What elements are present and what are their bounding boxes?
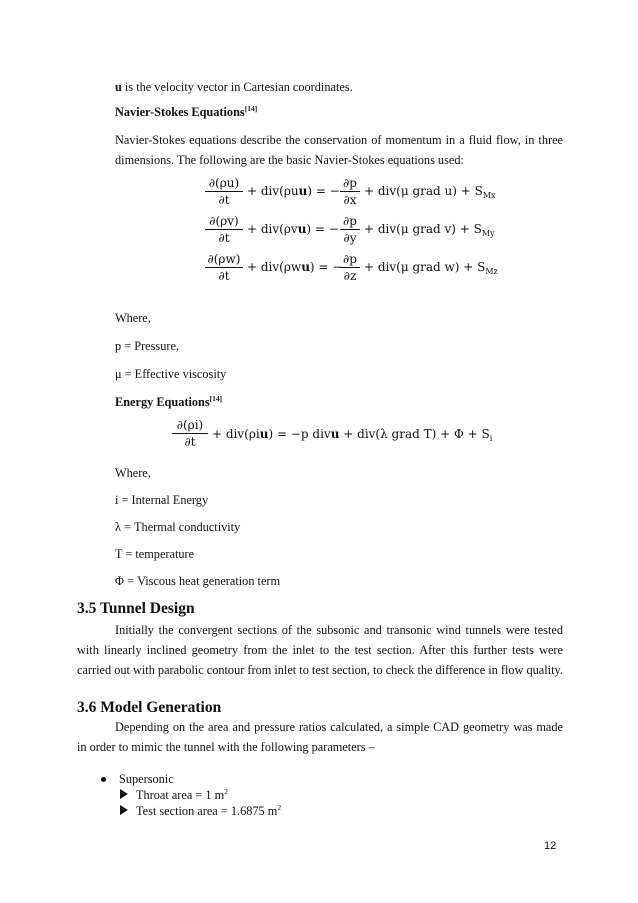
momentum-equation	[205, 176, 495, 212]
energy-eq-denominator: ∂t	[184, 435, 196, 449]
section-3-5-title: 3.5 Tunnel Design	[77, 600, 195, 617]
eq-p-numerator: ∂p	[343, 214, 357, 228]
eq-denominator: ∂t	[218, 193, 230, 207]
navier-stokes-paragraph: Navier-Stokes equations describe the conservation of momentum in a fluid flow, in three dimensions. The following are the basic Navier-Stokes equations used:	[115, 133, 563, 167]
energy-eq-bold-2: u	[330, 427, 340, 441]
energy-ref: [14]	[209, 394, 223, 403]
page-number: 12	[544, 840, 557, 852]
eq-subscript: Mz	[485, 267, 498, 276]
eq-p-denominator: ∂z	[343, 269, 357, 283]
energy-eq-part-b: ) = −p div	[268, 427, 331, 441]
navier-stokes-heading	[115, 104, 257, 120]
definition-internal-energy: i = Internal Energy	[115, 493, 209, 507]
eq-rest: ) = −	[307, 184, 340, 198]
definition-viscosity: μ = Effective viscosity	[115, 367, 227, 381]
definition-temperature: T = temperature	[115, 547, 195, 561]
velocity-definition	[115, 79, 353, 95]
arrow-bullet-icon	[120, 789, 128, 799]
eq-p-denominator: ∂x	[343, 193, 357, 207]
eq-p-denominator: ∂y	[343, 231, 357, 245]
where-label-1: Where,	[115, 311, 151, 325]
eq-subscript: Mx	[482, 191, 496, 200]
arrow-bullet-icon	[120, 805, 128, 815]
eq-tail: + div(μ grad w) + S	[364, 260, 486, 274]
energy-eq-numerator: ∂(ρi)	[176, 418, 204, 432]
eq-p-numerator: ∂p	[343, 252, 357, 266]
momentum-equation	[205, 252, 498, 288]
eq-numerator: ∂(ρw)	[207, 252, 241, 266]
navier-stokes-heading-text: Navier-Stokes Equations	[115, 105, 245, 119]
velocity-symbol: u	[115, 80, 122, 94]
bullet-supersonic: Supersonic	[119, 772, 174, 786]
navier-stokes-ref: [14]	[244, 104, 258, 113]
throat-area-text: Throat area = 1 m	[136, 788, 225, 802]
energy-eq-part-a: + div(ρi	[212, 427, 260, 441]
sub-item-test-section-area	[136, 803, 281, 819]
eq-rest: ) = −	[309, 260, 343, 274]
eq-mid: + div(ρu	[247, 184, 299, 198]
sub-item-throat-area	[136, 787, 228, 803]
eq-tail: + div(μ grad v) + S	[364, 222, 482, 236]
energy-heading	[115, 394, 222, 410]
where-label-2: Where,	[115, 466, 151, 480]
energy-equation	[172, 418, 492, 458]
eq-denominator: ∂t	[218, 231, 230, 245]
momentum-equation	[205, 214, 495, 250]
eq-rest: ) = −	[306, 222, 339, 236]
definition-viscous-heat: Φ = Viscous heat generation term	[115, 574, 281, 588]
test-section-area-text: Test section area = 1.6875 m	[136, 804, 278, 818]
eq-numerator: ∂(ρu)	[208, 176, 240, 190]
eq-numerator: ∂(ρv)	[209, 214, 239, 228]
section-3-5-paragraph: Initially the convergent sections of the subsonic and transonic wind tunnels were tested with linearly inclined geometry from the inlet to the test section. After this further tests were carried out with parabolic contour from inlet to test section, to check the difference in flow quality.	[77, 623, 563, 677]
eq-tail: + div(μ grad u) + S	[364, 184, 483, 198]
section-3-6-paragraph: Depending on the area and pressure ratios calculated, a simple CAD geometry was made in order to mimic the tunnel with the following parameters –	[77, 720, 563, 754]
test-section-area-sup: 2	[277, 803, 282, 812]
energy-eq-sub: i	[489, 434, 493, 443]
eq-bold-u: u	[297, 222, 307, 236]
definition-thermal-conductivity: λ = Thermal conductivity	[115, 520, 241, 534]
eq-p-numerator: ∂p	[343, 176, 357, 190]
section-3-6-title: 3.6 Model Generation	[77, 699, 222, 716]
eq-mid: + div(ρw	[247, 260, 302, 274]
eq-mid: + div(ρv	[247, 222, 298, 236]
throat-area-sup: 2	[224, 787, 228, 796]
eq-bold-u: u	[301, 260, 310, 274]
eq-bold-u: u	[298, 184, 308, 198]
energy-heading-text: Energy Equations	[115, 395, 210, 409]
bullet-icon	[101, 777, 106, 782]
eq-subscript: My	[481, 229, 495, 238]
velocity-text: is the velocity vector in Cartesian coordinates.	[124, 80, 353, 94]
energy-eq-part-c: + div(λ grad T) + Φ + S	[343, 427, 490, 441]
eq-denominator: ∂t	[218, 269, 230, 283]
energy-eq-bold-1: u	[259, 427, 269, 441]
definition-pressure: p = Pressure,	[115, 339, 179, 353]
